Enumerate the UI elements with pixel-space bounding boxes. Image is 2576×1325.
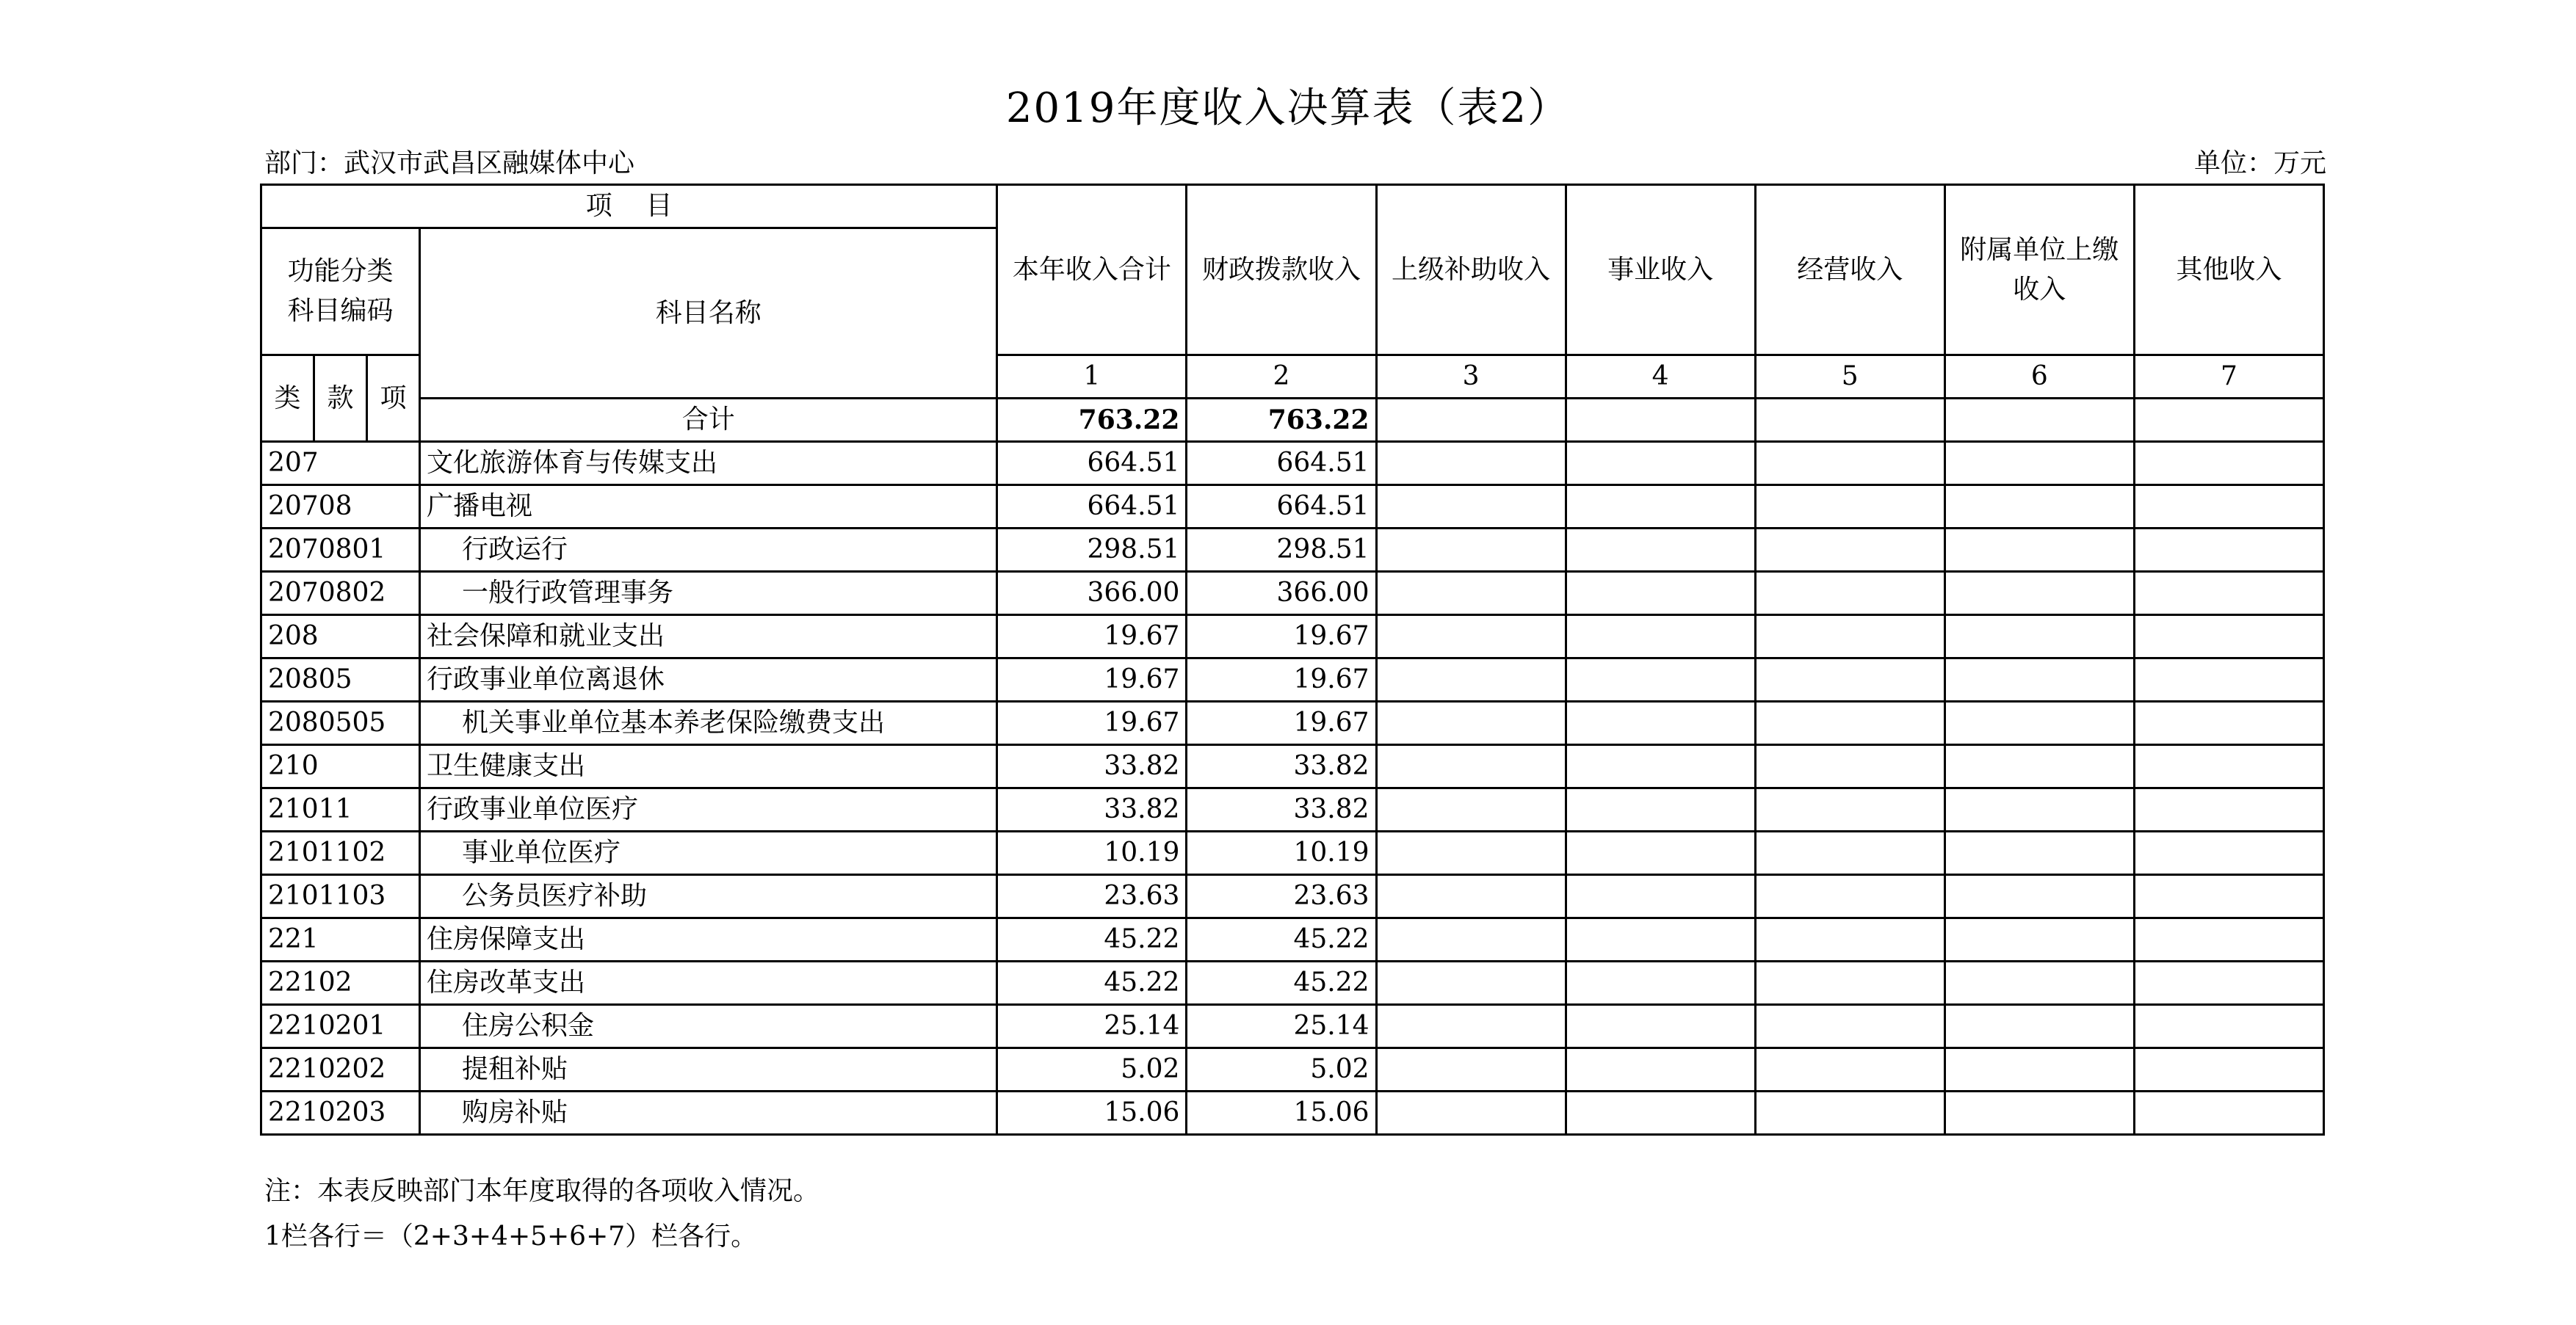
row-col-4 bbox=[1566, 962, 1755, 1005]
header-col-5: 经营收入 bbox=[1755, 185, 1944, 355]
row-col-3 bbox=[1376, 1092, 1566, 1135]
row-code: 210 bbox=[261, 745, 420, 788]
row-col-7 bbox=[2134, 745, 2323, 788]
row-code: 207 bbox=[261, 442, 420, 485]
row-col-6 bbox=[1944, 1005, 2134, 1048]
row-col-2: 25.14 bbox=[1187, 1005, 1376, 1048]
header-subject-name: 科目名称 bbox=[420, 228, 997, 399]
row-col-4 bbox=[1566, 918, 1755, 962]
row-col-2: 33.82 bbox=[1187, 788, 1376, 832]
row-col-2: 664.51 bbox=[1187, 442, 1376, 485]
row-col-7 bbox=[2134, 1048, 2323, 1092]
row-col-4 bbox=[1566, 572, 1755, 615]
row-code: 20708 bbox=[261, 485, 420, 529]
row-col-6 bbox=[1944, 962, 2134, 1005]
row-col-5 bbox=[1755, 1048, 1944, 1092]
row-code: 2101103 bbox=[261, 875, 420, 918]
row-code: 2070802 bbox=[261, 572, 420, 615]
footnote: 注：本表反映部门本年度取得的各项收入情况。 bbox=[264, 1176, 820, 1206]
row-code: 208 bbox=[261, 615, 420, 658]
row-col-3 bbox=[1376, 788, 1566, 832]
row-col-1: 19.67 bbox=[997, 615, 1187, 658]
header-kuan: 款 bbox=[314, 355, 367, 442]
total-col-1: 763.22 bbox=[997, 399, 1187, 442]
header-func-code: 功能分类科目编码 bbox=[261, 228, 420, 355]
row-col-1: 298.51 bbox=[997, 529, 1187, 572]
row-col-6 bbox=[1944, 875, 2134, 918]
row-code: 20805 bbox=[261, 658, 420, 702]
row-col-7 bbox=[2134, 832, 2323, 875]
row-code: 2210201 bbox=[261, 1005, 420, 1048]
income-final-accounts-table bbox=[260, 184, 2325, 1136]
row-subject-name: 行政事业单位医疗 bbox=[420, 788, 997, 832]
row-col-7 bbox=[2134, 702, 2323, 745]
row-col-4 bbox=[1566, 702, 1755, 745]
table-row bbox=[261, 572, 2324, 615]
column-number-7: 7 bbox=[2134, 355, 2323, 399]
row-col-5 bbox=[1755, 745, 1944, 788]
table-row bbox=[261, 875, 2324, 918]
table-row bbox=[261, 485, 2324, 529]
row-code: 2101102 bbox=[261, 832, 420, 875]
row-col-3 bbox=[1376, 485, 1566, 529]
row-col-3 bbox=[1376, 875, 1566, 918]
row-subject-name: 事业单位医疗 bbox=[420, 832, 997, 875]
row-col-7 bbox=[2134, 875, 2323, 918]
row-subject-name: 行政事业单位离退休 bbox=[420, 658, 997, 702]
row-col-5 bbox=[1755, 962, 1944, 1005]
row-col-6 bbox=[1944, 615, 2134, 658]
row-col-2: 5.02 bbox=[1187, 1048, 1376, 1092]
table-row bbox=[261, 658, 2324, 702]
row-subject-name: 机关事业单位基本养老保险缴费支出 bbox=[420, 702, 997, 745]
row-col-3 bbox=[1376, 1048, 1566, 1092]
row-col-7 bbox=[2134, 442, 2323, 485]
row-col-3 bbox=[1376, 745, 1566, 788]
row-col-6 bbox=[1944, 1048, 2134, 1092]
column-number-4: 4 bbox=[1566, 355, 1755, 399]
column-number-5: 5 bbox=[1755, 355, 1944, 399]
row-col-6 bbox=[1944, 572, 2134, 615]
row-col-2: 10.19 bbox=[1187, 832, 1376, 875]
row-col-6 bbox=[1944, 442, 2134, 485]
row-col-7 bbox=[2134, 788, 2323, 832]
row-col-5 bbox=[1755, 442, 1944, 485]
row-code: 2080505 bbox=[261, 702, 420, 745]
row-subject-name: 住房公积金 bbox=[420, 1005, 997, 1048]
row-col-5 bbox=[1755, 658, 1944, 702]
page-title: 2019年度收入决算表（表2） bbox=[1005, 84, 1571, 132]
row-col-3 bbox=[1376, 442, 1566, 485]
row-code: 2210202 bbox=[261, 1048, 420, 1092]
row-col-2: 23.63 bbox=[1187, 875, 1376, 918]
row-col-2: 15.06 bbox=[1187, 1092, 1376, 1135]
row-col-4 bbox=[1566, 615, 1755, 658]
row-col-5 bbox=[1755, 788, 1944, 832]
row-col-7 bbox=[2134, 658, 2323, 702]
row-col-1: 664.51 bbox=[997, 485, 1187, 529]
row-col-7 bbox=[2134, 485, 2323, 529]
header-lei: 类 bbox=[261, 355, 314, 442]
row-col-2: 298.51 bbox=[1187, 529, 1376, 572]
row-col-5 bbox=[1755, 1005, 1944, 1048]
row-col-6 bbox=[1944, 702, 2134, 745]
header-col-1: 本年收入合计 bbox=[997, 185, 1187, 355]
row-col-3 bbox=[1376, 572, 1566, 615]
column-number-3: 3 bbox=[1376, 355, 1566, 399]
table-row bbox=[261, 529, 2324, 572]
row-col-5 bbox=[1755, 1092, 1944, 1135]
row-col-1: 33.82 bbox=[997, 745, 1187, 788]
row-col-2: 19.67 bbox=[1187, 615, 1376, 658]
row-subject-name: 公务员医疗补助 bbox=[420, 875, 997, 918]
row-col-1: 664.51 bbox=[997, 442, 1187, 485]
row-subject-name: 行政运行 bbox=[420, 529, 997, 572]
table-row bbox=[261, 1092, 2324, 1135]
row-col-5 bbox=[1755, 832, 1944, 875]
table-row bbox=[261, 702, 2324, 745]
total-col-6 bbox=[1944, 399, 2134, 442]
header-col-3: 上级补助收入 bbox=[1376, 185, 1566, 355]
header-col-2: 财政拨款收入 bbox=[1187, 185, 1376, 355]
header-col-6: 附属单位上缴收入 bbox=[1944, 185, 2134, 355]
row-col-4 bbox=[1566, 442, 1755, 485]
row-col-2: 45.22 bbox=[1187, 962, 1376, 1005]
total-col-3 bbox=[1376, 399, 1566, 442]
table-row bbox=[261, 442, 2324, 485]
row-col-1: 15.06 bbox=[997, 1092, 1187, 1135]
row-col-1: 366.00 bbox=[997, 572, 1187, 615]
row-col-6 bbox=[1944, 529, 2134, 572]
header-item: 项 目 bbox=[261, 185, 997, 228]
row-col-5 bbox=[1755, 572, 1944, 615]
total-col-4 bbox=[1566, 399, 1755, 442]
row-code: 2070801 bbox=[261, 529, 420, 572]
total-row bbox=[261, 399, 2324, 442]
row-col-2: 19.67 bbox=[1187, 658, 1376, 702]
row-subject-name: 社会保障和就业支出 bbox=[420, 615, 997, 658]
row-col-3 bbox=[1376, 529, 1566, 572]
row-col-7 bbox=[2134, 1092, 2323, 1135]
header-col-7: 其他收入 bbox=[2134, 185, 2323, 355]
row-col-4 bbox=[1566, 529, 1755, 572]
table-row bbox=[261, 615, 2324, 658]
table-row bbox=[261, 832, 2324, 875]
row-col-6 bbox=[1944, 918, 2134, 962]
row-col-5 bbox=[1755, 615, 1944, 658]
row-col-5 bbox=[1755, 702, 1944, 745]
row-col-6 bbox=[1944, 745, 2134, 788]
total-label: 合计 bbox=[420, 399, 997, 442]
row-col-4 bbox=[1566, 1092, 1755, 1135]
row-subject-name: 住房改革支出 bbox=[420, 962, 997, 1005]
row-subject-name: 购房补贴 bbox=[420, 1092, 997, 1135]
total-col-2: 763.22 bbox=[1187, 399, 1376, 442]
row-col-3 bbox=[1376, 832, 1566, 875]
row-subject-name: 住房保障支出 bbox=[420, 918, 997, 962]
row-col-3 bbox=[1376, 962, 1566, 1005]
header-col-4: 事业收入 bbox=[1566, 185, 1755, 355]
row-col-1: 19.67 bbox=[997, 702, 1187, 745]
row-col-5 bbox=[1755, 529, 1944, 572]
row-col-3 bbox=[1376, 918, 1566, 962]
row-col-6 bbox=[1944, 485, 2134, 529]
row-col-4 bbox=[1566, 485, 1755, 529]
row-col-6 bbox=[1944, 658, 2134, 702]
table-row bbox=[261, 918, 2324, 962]
row-col-4 bbox=[1566, 745, 1755, 788]
row-col-3 bbox=[1376, 1005, 1566, 1048]
row-col-3 bbox=[1376, 658, 1566, 702]
row-col-7 bbox=[2134, 529, 2323, 572]
header-xiang: 项 bbox=[367, 355, 420, 442]
row-col-1: 23.63 bbox=[997, 875, 1187, 918]
row-code: 221 bbox=[261, 918, 420, 962]
unit-label: 单位：万元 bbox=[2193, 148, 2326, 178]
row-col-2: 19.67 bbox=[1187, 702, 1376, 745]
row-code: 21011 bbox=[261, 788, 420, 832]
table-row bbox=[261, 745, 2324, 788]
row-col-2: 45.22 bbox=[1187, 918, 1376, 962]
total-col-7 bbox=[2134, 399, 2323, 442]
row-subject-name: 卫生健康支出 bbox=[420, 745, 997, 788]
row-col-4 bbox=[1566, 1005, 1755, 1048]
row-col-1: 33.82 bbox=[997, 788, 1187, 832]
row-col-6 bbox=[1944, 832, 2134, 875]
row-col-4 bbox=[1566, 832, 1755, 875]
header-row-item bbox=[261, 185, 2324, 228]
row-col-1: 45.22 bbox=[997, 918, 1187, 962]
row-col-3 bbox=[1376, 615, 1566, 658]
row-col-1: 5.02 bbox=[997, 1048, 1187, 1092]
row-subject-name: 广播电视 bbox=[420, 485, 997, 529]
column-number-2: 2 bbox=[1187, 355, 1376, 399]
row-code: 22102 bbox=[261, 962, 420, 1005]
row-col-4 bbox=[1566, 1048, 1755, 1092]
row-col-1: 45.22 bbox=[997, 962, 1187, 1005]
row-col-4 bbox=[1566, 875, 1755, 918]
column-number-6: 6 bbox=[1944, 355, 2134, 399]
table-row bbox=[261, 788, 2324, 832]
row-col-7 bbox=[2134, 918, 2323, 962]
footnote-formula: 1栏各行＝（2+3+4+5+6+7）栏各行。 bbox=[264, 1221, 758, 1252]
department-label: 部门：武汉市武昌区融媒体中心 bbox=[264, 148, 635, 178]
table-row bbox=[261, 1048, 2324, 1092]
row-col-5 bbox=[1755, 918, 1944, 962]
total-col-5 bbox=[1755, 399, 1944, 442]
row-col-1: 19.67 bbox=[997, 658, 1187, 702]
row-col-4 bbox=[1566, 658, 1755, 702]
row-col-7 bbox=[2134, 962, 2323, 1005]
row-col-5 bbox=[1755, 485, 1944, 529]
column-number-1: 1 bbox=[997, 355, 1187, 399]
row-subject-name: 提租补贴 bbox=[420, 1048, 997, 1092]
row-col-2: 664.51 bbox=[1187, 485, 1376, 529]
row-col-7 bbox=[2134, 1005, 2323, 1048]
table-row bbox=[261, 1005, 2324, 1048]
row-subject-name: 文化旅游体育与传媒支出 bbox=[420, 442, 997, 485]
row-col-1: 25.14 bbox=[997, 1005, 1187, 1048]
table-row bbox=[261, 962, 2324, 1005]
row-subject-name: 一般行政管理事务 bbox=[420, 572, 997, 615]
row-col-7 bbox=[2134, 572, 2323, 615]
row-col-6 bbox=[1944, 788, 2134, 832]
row-col-3 bbox=[1376, 702, 1566, 745]
row-col-2: 366.00 bbox=[1187, 572, 1376, 615]
row-col-5 bbox=[1755, 875, 1944, 918]
row-code: 2210203 bbox=[261, 1092, 420, 1135]
row-col-1: 10.19 bbox=[997, 832, 1187, 875]
row-col-4 bbox=[1566, 788, 1755, 832]
row-col-6 bbox=[1944, 1092, 2134, 1135]
row-col-2: 33.82 bbox=[1187, 745, 1376, 788]
row-col-7 bbox=[2134, 615, 2323, 658]
